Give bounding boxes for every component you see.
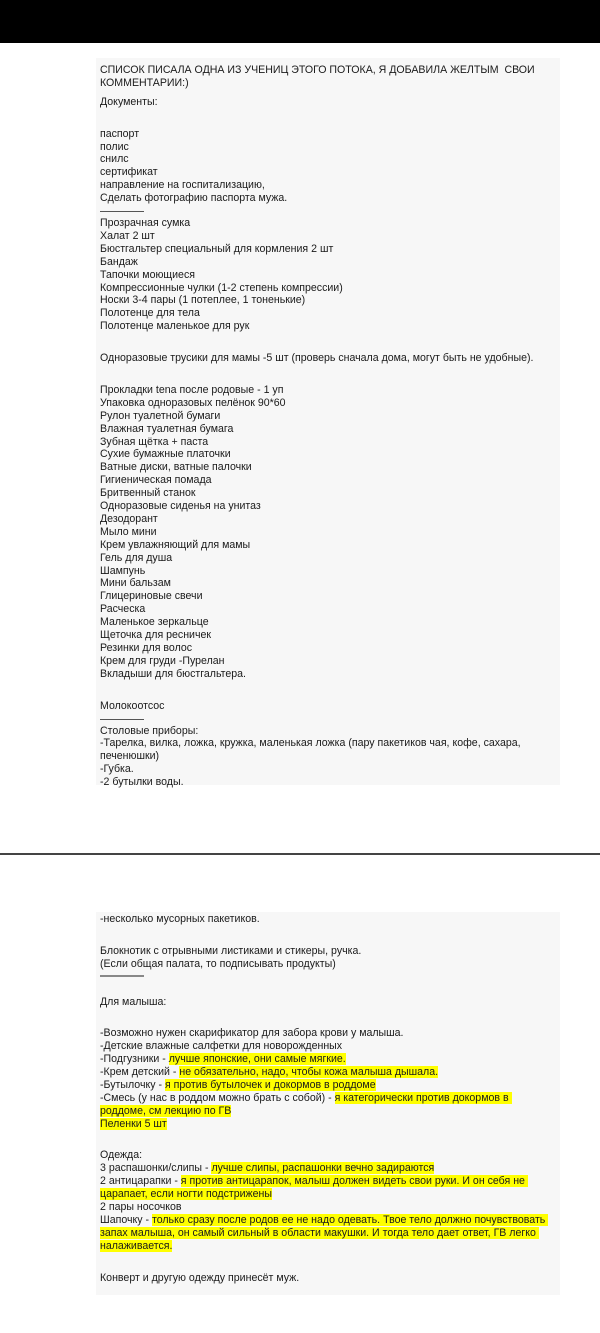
notepad-note: (Если общая палата, то подписывать продукты) [100, 957, 336, 970]
list-item: Мини бальзам [100, 577, 171, 590]
list-item: Влажная туалетная бумага [100, 422, 234, 435]
list-item: Крем для груди -Пурелан [100, 654, 225, 667]
list-item: Дезодорант [100, 512, 158, 525]
item-text: -Возможно нужен скарификатор для забора крови у малыша. [100, 1027, 404, 1040]
list-item: Зубная щётка + паста [100, 435, 209, 448]
list-item [100, 1162, 556, 1175]
list-item: Прокладки tena после родовые - 1 уп [100, 383, 284, 396]
hygiene-items-list [100, 384, 556, 681]
item-text: 2 пары носочков [100, 1201, 182, 1214]
list-item: Резинки для волос [100, 642, 193, 655]
baby-items-list [100, 1027, 556, 1130]
list-item: Носки 3-4 пары (1 потеплее, 1 тоненькие) [100, 294, 306, 307]
list-item: Халат 2 шт [100, 229, 155, 242]
item-text: 2 антицарапки - [100, 1175, 181, 1188]
item-text: 3 распашонки/слипы - [100, 1162, 212, 1175]
list-item: Крем увлажняющий для мамы [100, 538, 251, 551]
list-item: Глицериновые свечи [100, 590, 203, 603]
list-item: Вкладыши для бюстгальтера. [100, 667, 246, 680]
list-item: Шампунь [100, 564, 146, 577]
mom-items-list [100, 217, 556, 333]
list-item: Рулон туалетной бумаги [100, 409, 221, 422]
list-item: -Тарелка, вилка, ложка, кружка, маленькая ложка (пару пакетиков чая, кофе, сахара, печенюшки) [100, 737, 524, 763]
highlighted-comment: я категорически против докормов в роддоме, см лекцию по ГВ [100, 1091, 512, 1117]
document-page-1 [96, 58, 560, 789]
list-item: Маленькое зеркальце [100, 616, 209, 629]
clothes-heading: Одежда: [100, 1149, 143, 1162]
documents-heading: Документы: [100, 95, 158, 108]
list-item [100, 1053, 556, 1066]
list-item: Расческа [100, 603, 146, 616]
list-item: Гель для душа [100, 551, 173, 564]
trash-bags-item: -несколько мусорных пакетиков. [100, 913, 260, 925]
list-item: Мыло мини [100, 525, 157, 538]
list-item: Полотенце для тела [100, 307, 200, 320]
highlighted-comment: лучше слипы, распашонки вечно задираются [211, 1162, 435, 1175]
panties-item: Одноразовые трусики для мамы -5 шт (проверь сначала дома, могут быть не удобные). [100, 352, 534, 365]
list-item: Упаковка одноразовых пелёнок 90*60 [100, 396, 286, 409]
list-item [100, 1214, 556, 1253]
list-item: Одноразовые сиденья на унитаз [100, 500, 261, 513]
list-item: Бюстгальтер специальный для кормления 2 шт [100, 242, 334, 255]
list-item: Гигиеническая помада [100, 474, 212, 487]
divider-line [100, 211, 144, 212]
list-item [100, 1079, 556, 1092]
clothes-items-list [100, 1162, 556, 1252]
highlighted-comment: не обязательно, надо, чтобы кожа малыша дышала. [179, 1066, 439, 1079]
list-item: Компрессионные чулки (1-2 степень компрессии) [100, 281, 343, 294]
list-item: Полотенце маленькое для рук [100, 320, 250, 333]
highlighted-comment: Пеленки 5 шт [100, 1117, 167, 1130]
list-item: Сделать фотографию паспорта мужа. [100, 192, 288, 205]
documents-list [100, 128, 556, 205]
list-item: Бандаж [100, 255, 138, 268]
breast-pump-item: Молокоотсос [100, 699, 165, 712]
list-item: -Губка. [100, 763, 134, 776]
list-item [100, 1027, 556, 1040]
list-item: направление на госпитализацию, [100, 179, 265, 192]
list-item: Щеточка для ресничек [100, 629, 212, 642]
list-item: снилс [100, 153, 129, 166]
item-text: -Смесь (у нас в роддом можно брать с собой) - [100, 1091, 335, 1104]
item-text: -Подгузники - [100, 1053, 169, 1066]
list-item [100, 1175, 556, 1201]
tableware-heading: Столовые приборы: [100, 724, 199, 737]
envelope-note: Конверт и другую одежду принесёт муж. [100, 1271, 300, 1284]
divider-line [100, 975, 144, 977]
list-item: Сухие бумажные платочки [100, 448, 231, 461]
baby-heading: Для малыша: [100, 995, 167, 1008]
list-item: Тапочки моющиеся [100, 268, 195, 281]
highlighted-comment: я против антицарапок, малыш должен видеть свои руки. И он себя не царапает, если ногти подстрижены [100, 1175, 528, 1201]
divider-line [100, 719, 144, 720]
list-item: -2 бутылки воды. [100, 776, 184, 789]
item-text: Шапочку - [100, 1213, 152, 1226]
top-black-bar [0, 0, 600, 43]
list-item: сертификат [100, 166, 158, 179]
list-item: Ватные диски, ватные палочки [100, 461, 252, 474]
notepad-item: Блокнотик с отрывными листиками и стикеры, ручка. [100, 944, 362, 957]
list-item: паспорт [100, 127, 140, 140]
highlighted-comment: лучше японские, они самые мягкие. [168, 1053, 346, 1066]
list-item [100, 1040, 556, 1053]
page-separator [0, 853, 600, 855]
list-item: Бритвенный станок [100, 487, 196, 500]
document-page-2 [96, 912, 560, 1295]
list-item: Прозрачная сумка [100, 217, 191, 230]
list-item [100, 1118, 556, 1131]
list-item [100, 1201, 556, 1214]
item-text: -Бутылочку - [100, 1078, 165, 1091]
highlighted-comment: я против бутылочек и докормов в роддоме [164, 1078, 376, 1091]
list-item [100, 1092, 556, 1118]
item-text: -Детские влажные салфетки для новорожденных [100, 1040, 343, 1053]
item-text: -Крем детский - [100, 1066, 180, 1079]
highlighted-comment: только сразу после родов ее не надо одевать. Твое тело должно почувствовать запах малыша, он самый сильный в области макушки. И тогда тело дает ответ, ГВ легко налаживается. [100, 1213, 549, 1252]
list-item: полис [100, 140, 129, 153]
list-item [100, 1066, 556, 1079]
intro-heading: СПИСОК ПИСАЛА ОДНА ИЗ УЧЕНИЦ ЭТОГО ПОТОКА, Я ДОБАВИЛА ЖЕЛТЫМ СВОИ КОММЕНТАРИИ:) [100, 64, 538, 89]
